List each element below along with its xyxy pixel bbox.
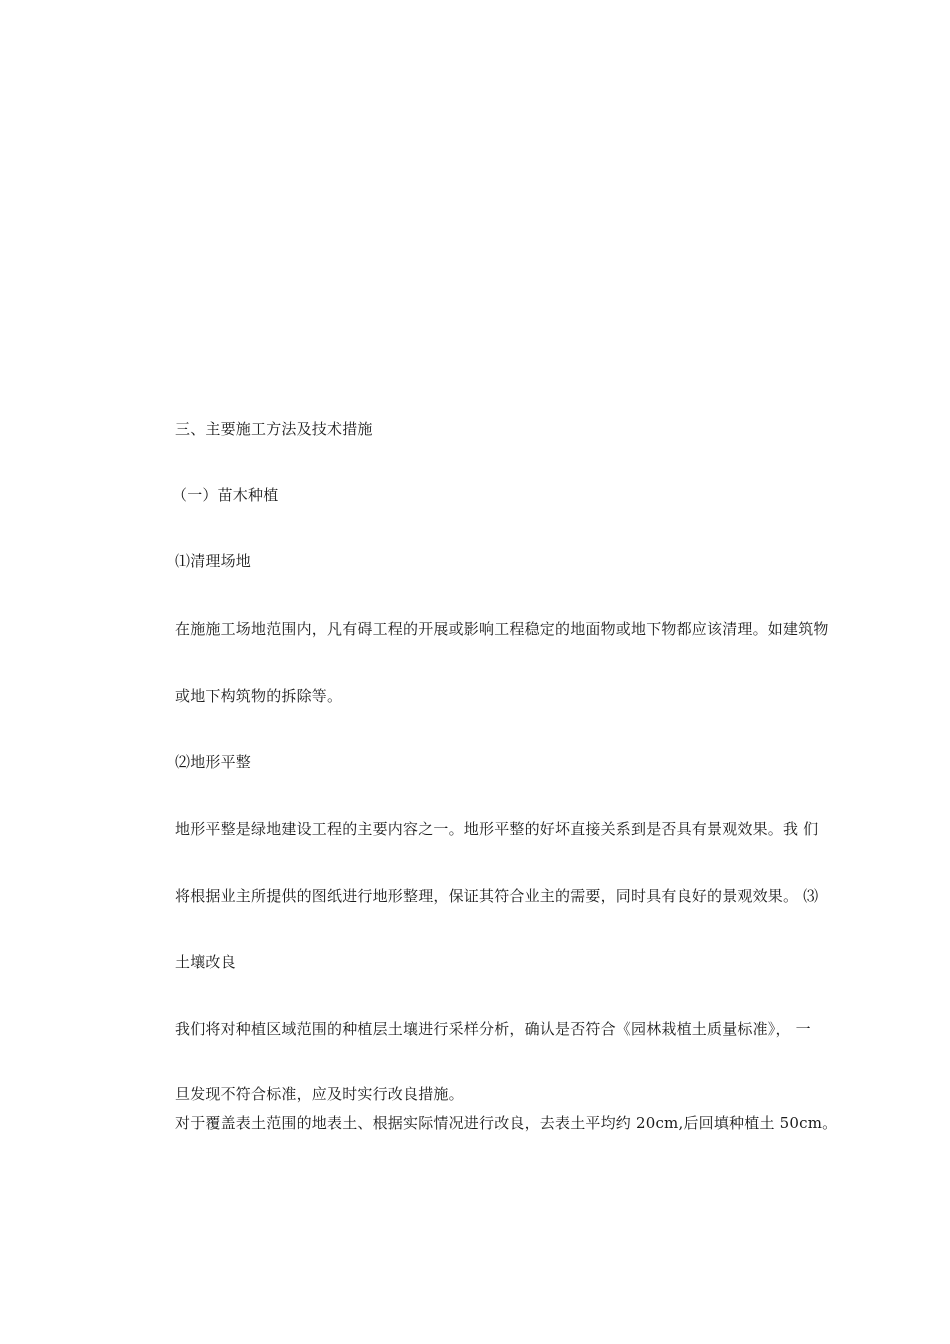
paragraph-2-line-2: 将根据业主所提供的图纸进行地形整理，保证其符合业主的需要，同时具有良好的景观效果。 ⑶: [175, 887, 819, 905]
item-heading-1: ⑴清理场地: [175, 552, 252, 570]
section-heading: 三、主要施工方法及技术措施: [175, 420, 373, 438]
subsection-heading: （一）苗木种植: [172, 486, 279, 504]
paragraph-3-line-1: 我们将对种植区域范围的种植层土壤进行采样分析，确认是否符合《园林栽植土质量标准》， 一: [175, 1020, 811, 1038]
paragraph-3-line-2: 旦发现不符合标准，应及时实行改良措施。: [175, 1085, 464, 1103]
paragraph-4-line-1: 对于覆盖表土范围的地表土、根据实际情况进行改良，去表土平均约 20cm,后回填种植土 50cm。: [175, 1114, 838, 1132]
paragraph-2-line-1: 地形平整是绿地建设工程的主要内容之一。地形平整的好坏直接关系到是否具有景观效果。我 们: [175, 820, 819, 838]
paragraph-1-line-1: 在施施工场地范围内，凡有碍工程的开展或影响工程稳定的地面物或地下物都应该清理。如建筑物: [175, 620, 829, 638]
item-heading-3: 土壤改良: [175, 953, 236, 971]
paragraph-1-line-2: 或地下构筑物的拆除等。: [175, 687, 343, 705]
item-heading-2: ⑵地形平整: [175, 753, 252, 771]
